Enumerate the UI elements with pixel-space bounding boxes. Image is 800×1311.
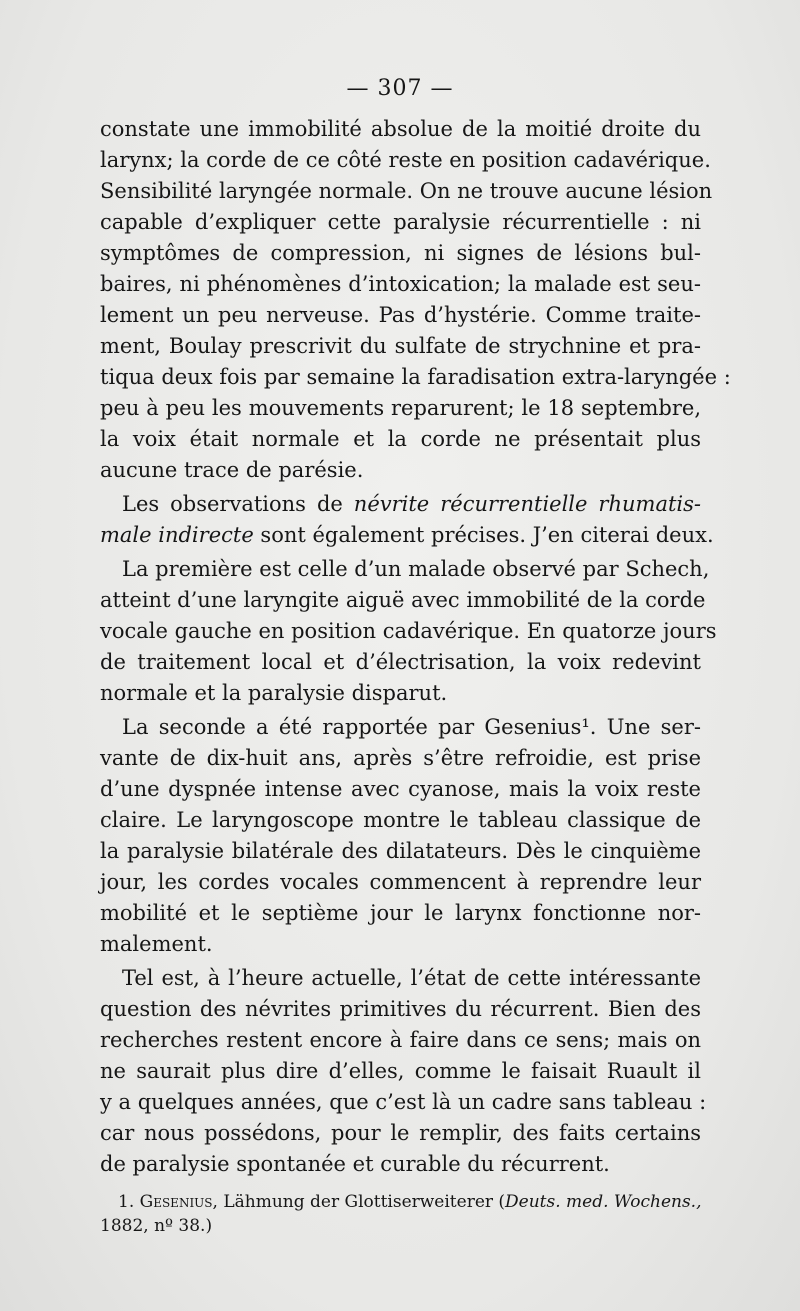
page-number: — 307 — xyxy=(346,76,454,101)
text-line: la paralysie bilatérale des dilatateurs. Dès le cinquième xyxy=(100,839,701,863)
text-line: Sensibilité laryngée normale. On ne trouve aucune lésion xyxy=(100,179,713,203)
text-line: baires, ni phénomènes d’intoxication; la malade est seu- xyxy=(100,272,701,296)
text-line: La première est celle d’un malade observé par Schech, xyxy=(122,557,710,581)
text-run: sont également précises. J’en citerai deux. xyxy=(253,523,714,547)
text-line: de paralysie spontanée et curable du récurrent. xyxy=(100,1152,610,1176)
text-line: tiqua deux fois par semaine la faradisation extra-laryngée : xyxy=(100,365,731,389)
footnote-line xyxy=(100,1190,701,1214)
text-line: vocale gauche en position cadavérique. En quatorze jours xyxy=(100,619,717,643)
text-line: lement un peu nerveuse. Pas d’hystérie. Comme traite- xyxy=(100,303,701,327)
text-line: peu à peu les mouvements reparurent; le 18 septembre, xyxy=(100,396,701,420)
text-line: ne saurait plus dire d’elles, comme le faisait Ruault il xyxy=(100,1059,701,1083)
text-line: recherches restent encore à faire dans ce sens; mais on xyxy=(100,1028,701,1052)
footnote-source: Deuts. med. Wochens., xyxy=(505,1192,702,1212)
text-run: Les observations de xyxy=(122,492,354,516)
italic-term: névrite récurrentielle rhumatis- xyxy=(353,492,701,516)
italic-term: male indirecte xyxy=(100,523,254,547)
paragraph-5 xyxy=(100,963,707,1180)
footnote-text: , Lähmung der Glottiserweiterer ( xyxy=(212,1192,506,1212)
footnote-line: 1882, nº 38.) xyxy=(100,1216,213,1236)
text-line: question des névrites primitives du récurrent. Bien des xyxy=(100,997,701,1021)
text-line: La seconde a été rapportée par Gesenius¹. Une ser- xyxy=(122,715,701,739)
text-line: symptômes de compression, ni signes de lésions bul- xyxy=(100,241,701,265)
text-line: y a quelques années, que c’est là un cadre sans tableau : xyxy=(100,1090,707,1114)
text-line: vante de dix-huit ans, après s’être refroidie, est prise xyxy=(100,746,701,770)
text-line: claire. Le laryngoscope montre le tableau classique de xyxy=(100,808,701,832)
text-line: de traitement local et d’électrisation, la voix redevint xyxy=(100,650,701,674)
body-text xyxy=(100,114,731,1180)
paragraph-3 xyxy=(100,554,717,709)
footnote-author: Gesenius xyxy=(139,1192,213,1212)
paragraph-2 xyxy=(100,489,714,551)
text-line: constate une immobilité absolue de la moitié droite du xyxy=(100,117,701,141)
text-line: mobilité et le septième jour le larynx fonctionne nor- xyxy=(100,901,701,925)
text-line xyxy=(100,489,701,520)
text-line: car nous possédons, pour le remplir, des faits certains xyxy=(100,1121,701,1145)
text-line: normale et la paralysie disparut. xyxy=(100,681,448,705)
text-line: atteint d’une laryngite aiguë avec immobilité de la corde xyxy=(100,588,706,612)
text-line: larynx; la corde de ce côté reste en position cadavérique. xyxy=(100,148,711,172)
text-line: Tel est, à l’heure actuelle, l’état de cette intéressante xyxy=(122,966,701,990)
text-line: jour, les cordes vocales commencent à reprendre leur xyxy=(100,870,701,894)
text-line: ment, Boulay prescrivit du sulfate de strychnine et pra- xyxy=(100,334,701,358)
text-line: capable d’expliquer cette paralysie récurrentielle : ni xyxy=(100,210,701,234)
text-line: la voix était normale et la corde ne présentait plus xyxy=(100,427,701,451)
text-line: malement. xyxy=(100,932,213,956)
text-line: d’une dyspnée intense avec cyanose, mais la voix reste xyxy=(100,777,701,801)
footnote-marker: 1. xyxy=(118,1192,140,1212)
footnote xyxy=(100,1190,701,1238)
text-line: aucune trace de parésie. xyxy=(100,458,364,482)
paragraph-4 xyxy=(100,712,701,960)
text-line xyxy=(100,520,714,551)
paragraph-1 xyxy=(100,114,731,486)
